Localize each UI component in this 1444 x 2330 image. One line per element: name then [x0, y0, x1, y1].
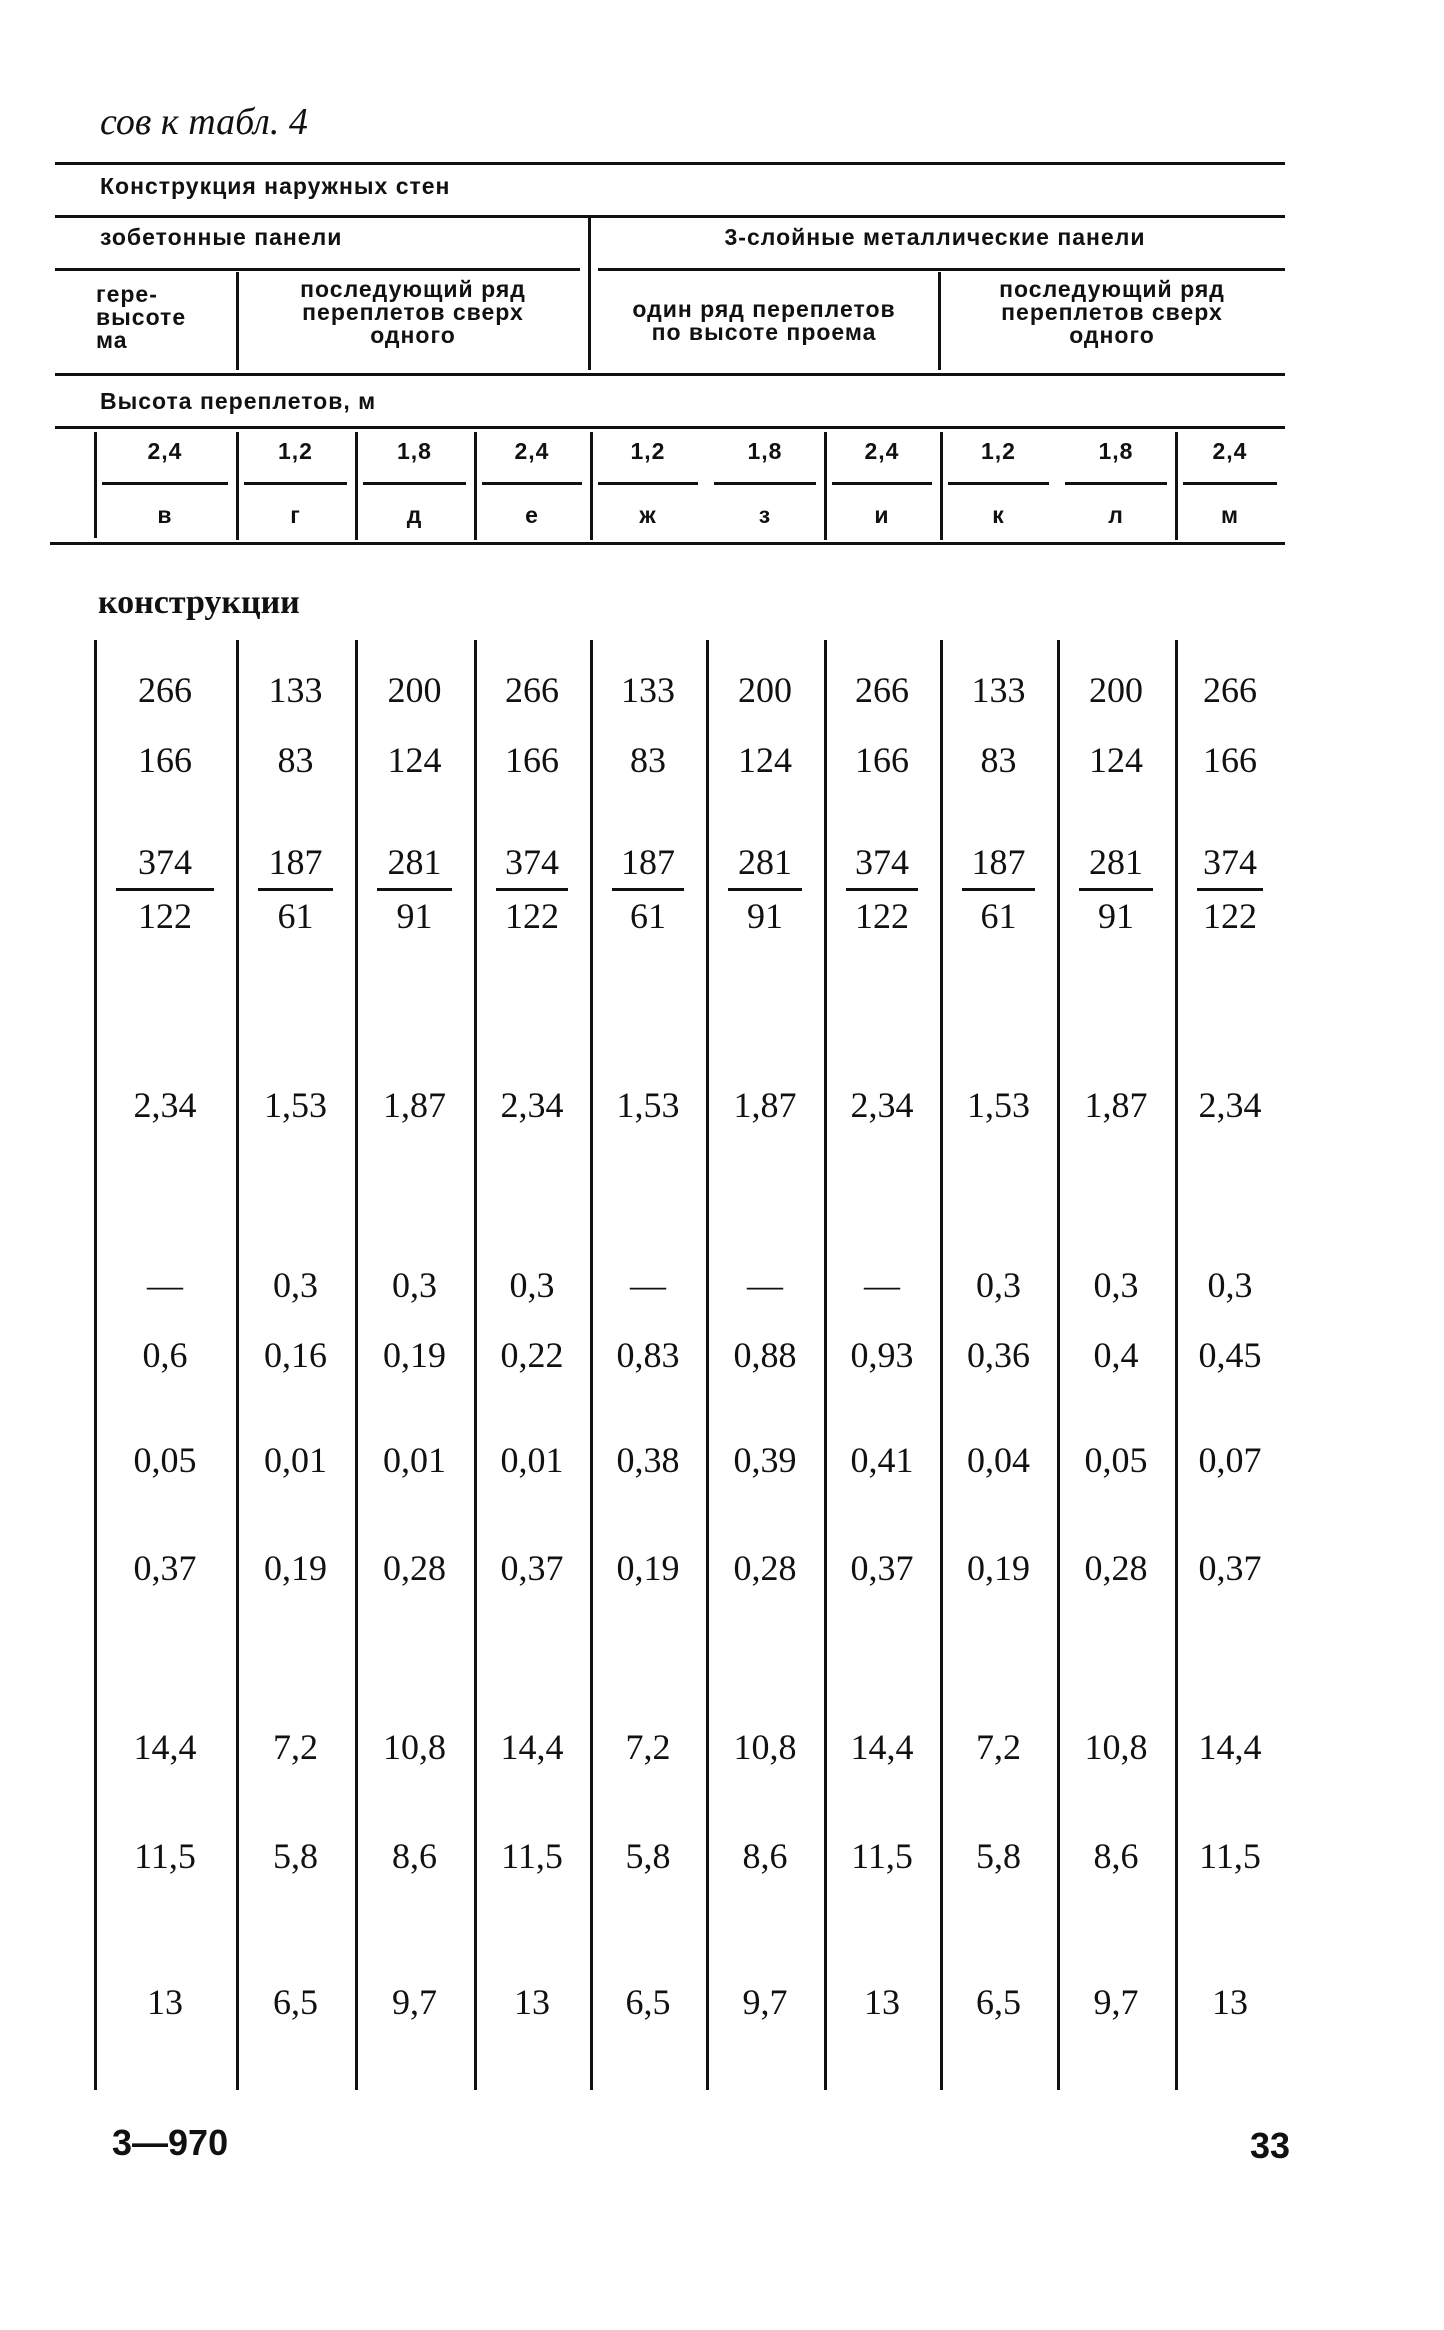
fraction-numerator: 187 [268, 842, 323, 882]
header-column-divider [590, 432, 593, 540]
rule-height [55, 426, 1285, 429]
height-value: 2,4 [1212, 438, 1248, 464]
height-underline [363, 482, 466, 485]
panel-divider [588, 218, 591, 370]
letter-label: з [758, 502, 772, 528]
fraction-denominator: 91 [396, 896, 433, 936]
fraction-denominator: 122 [1203, 896, 1257, 936]
fraction-bar [846, 888, 918, 891]
table-cell-r6: 0,88 [733, 1335, 797, 1375]
header-column-divider [474, 432, 477, 540]
panel-a-title: зобетонные панели [100, 224, 343, 250]
rule-panels-right [598, 268, 1285, 271]
fraction-bar [258, 888, 333, 891]
table-cell-r2: 83 [980, 740, 1017, 780]
top-rule [55, 162, 1285, 165]
header-column-divider [355, 432, 358, 540]
table-cell-r8: 0,28 [383, 1548, 446, 1588]
table-cell-r11: 13 [514, 1982, 550, 2022]
table-cell-r6: 0,83 [616, 1335, 680, 1375]
table-cell-r9: 7,2 [273, 1727, 318, 1767]
letter-label: д [406, 502, 423, 528]
table-cell-r6: 0,22 [500, 1335, 564, 1375]
fraction-denominator: 61 [630, 896, 666, 936]
table-cell-r7: 0,01 [264, 1440, 327, 1480]
fraction-numerator: 374 [855, 842, 909, 882]
table-cell-r7: 0,41 [850, 1440, 914, 1480]
height-underline [102, 482, 228, 485]
table-cell-r11: 6,5 [625, 1982, 671, 2022]
table-cell-r10: 11,5 [501, 1836, 563, 1876]
fraction-bar [612, 888, 684, 891]
table-cell-r10: 8,6 [392, 1836, 437, 1876]
height-underline [1065, 482, 1167, 485]
rule-group [55, 215, 1285, 218]
letter-label: в [157, 502, 173, 528]
table-cell-r9: 7,2 [976, 1727, 1021, 1767]
table-cell-r9: 14,4 [850, 1727, 914, 1767]
table-cell-r5: — [747, 1265, 783, 1305]
height-value: 1,8 [1098, 438, 1134, 464]
letter-label: г [290, 502, 301, 528]
fraction-denominator: 122 [138, 896, 192, 936]
table-cell-r8: 0,37 [500, 1548, 564, 1588]
fraction-numerator: 281 [738, 842, 792, 882]
table-cell-r7: 0,39 [733, 1440, 797, 1480]
table-cell-r8: 0,37 [133, 1548, 197, 1588]
letter-label: и [874, 502, 890, 528]
fraction-numerator: 374 [1203, 842, 1257, 882]
fraction-bar [962, 888, 1035, 891]
page-number: 33 [1250, 2125, 1291, 2166]
fraction-denominator: 61 [277, 896, 314, 936]
fraction-denominator: 61 [980, 896, 1017, 936]
table-cell-r6: 0,93 [850, 1335, 914, 1375]
rule-sub [55, 373, 1285, 376]
table-cell-r2: 83 [277, 740, 314, 780]
header-column-divider [1175, 432, 1178, 540]
table-cell-r9: 10,8 [383, 1727, 446, 1767]
table-cell-r8: 0,37 [1198, 1548, 1262, 1588]
header-column-divider [824, 432, 827, 540]
table-cell-r11: 13 [1212, 1982, 1248, 2022]
table-cell-r9: 14,4 [1198, 1727, 1262, 1767]
table-cell-r7: 0,04 [967, 1440, 1030, 1480]
height-value: 1,8 [747, 438, 783, 464]
letter-label: л [1108, 502, 1124, 528]
table-cell-r2: 166 [1203, 740, 1257, 780]
header-column-divider [940, 432, 943, 540]
table-cell-r2: 166 [855, 740, 909, 780]
table-cell-r11: 6,5 [273, 1982, 318, 2022]
table-cell-r5: 0,3 [1207, 1265, 1253, 1305]
height-value: 1,2 [630, 438, 666, 464]
sub-divider-a [236, 272, 239, 370]
sub-a2: последующий ряд переплетов сверх одного [300, 276, 526, 348]
fraction-denominator: 122 [855, 896, 909, 936]
panel-b-title: 3-слойные металлические панели [724, 224, 1146, 250]
sub-divider-b [938, 272, 941, 370]
continuation-title: сов к табл. 4 [100, 101, 308, 143]
table-cell-r9: 10,8 [1084, 1727, 1148, 1767]
fraction-numerator: 187 [621, 842, 675, 882]
table-cell-r5: 0,3 [976, 1265, 1021, 1305]
table-cell-r9: 7,2 [625, 1727, 671, 1767]
table-cell-r9: 10,8 [733, 1727, 797, 1767]
table-cell-r4: 1,53 [616, 1085, 680, 1125]
table-cell-r7: 0,01 [383, 1440, 446, 1480]
table-cell-r2: 124 [387, 740, 442, 780]
table-cell-r7: 0,01 [500, 1440, 564, 1480]
header-column-divider [236, 432, 239, 540]
table-cell-r4: 1,87 [733, 1085, 797, 1125]
table-cell-r4: 1,53 [264, 1085, 327, 1125]
letter-label: м [1220, 502, 1239, 528]
letter-label: ж [639, 502, 657, 528]
section-title: конструкции [98, 584, 300, 621]
table-cell-r11: 13 [147, 1982, 183, 2022]
table-cell-r5: — [864, 1265, 900, 1305]
table-cell-r4: 1,87 [1084, 1085, 1148, 1125]
table-cell-r6: 0,19 [383, 1335, 446, 1375]
table-cell-r6: 0,4 [1093, 1335, 1139, 1375]
table-cell-r8: 0,28 [1084, 1548, 1148, 1588]
table-cell-r1: 266 [138, 670, 192, 710]
height-underline [244, 482, 347, 485]
table-cell-r11: 9,7 [1093, 1982, 1139, 2022]
table-cell-r6: 0,45 [1198, 1335, 1262, 1375]
table-cell-r10: 11,5 [134, 1836, 196, 1876]
table-cell-r10: 5,8 [625, 1836, 671, 1876]
fraction-bar [728, 888, 802, 891]
letter-label: к [992, 502, 1005, 528]
height-underline [1183, 482, 1277, 485]
height-value: 1,8 [397, 438, 432, 464]
table-cell-r8: 0,37 [850, 1548, 914, 1588]
fraction-numerator: 281 [1089, 842, 1143, 882]
table-cell-r2: 83 [630, 740, 666, 780]
fraction-bar [496, 888, 568, 891]
rule-letters-end [50, 542, 1285, 545]
table-cell-r8: 0,19 [967, 1548, 1030, 1588]
group-title: Конструкция наружных стен [100, 173, 451, 199]
table-cell-r4: 2,34 [500, 1085, 564, 1125]
rule-panels-left [55, 268, 580, 271]
height-underline [948, 482, 1049, 485]
height-value: 1,2 [278, 438, 313, 464]
fraction-denominator: 122 [505, 896, 559, 936]
table-cell-r7: 0,07 [1198, 1440, 1262, 1480]
fraction-numerator: 374 [505, 842, 559, 882]
height-value: 2,4 [514, 438, 550, 464]
height-value: 2,4 [147, 438, 183, 464]
fraction-denominator: 91 [1098, 896, 1134, 936]
table-cell-r2: 124 [738, 740, 792, 780]
table-cell-r11: 9,7 [742, 1982, 788, 2022]
table-cell-r6: 0,36 [967, 1335, 1030, 1375]
table-cell-r9: 14,4 [133, 1727, 197, 1767]
table-cell-r5: — [147, 1265, 183, 1305]
fraction-bar [116, 888, 214, 891]
sub-b2: последующий ряд переплетов сверх одного [999, 276, 1225, 348]
footer-code: 3—970 [112, 2122, 229, 2163]
fraction-denominator: 91 [747, 896, 783, 936]
table-cell-r1: 266 [1203, 670, 1257, 710]
table-cell-r10: 5,8 [976, 1836, 1021, 1876]
table-cell-r1: 200 [738, 670, 792, 710]
table-cell-r5: 0,3 [392, 1265, 437, 1305]
table-cell-r2: 166 [505, 740, 559, 780]
table-cell-r11: 9,7 [392, 1982, 437, 2022]
fraction-numerator: 374 [138, 842, 192, 882]
table-cell-r8: 0,19 [616, 1548, 680, 1588]
table-cell-r1: 266 [505, 670, 559, 710]
fraction-bar [1079, 888, 1153, 891]
sub-b1: один ряд переплетов по высоте проема [632, 296, 896, 345]
height-underline [482, 482, 582, 485]
table-cell-r1: 133 [268, 670, 323, 710]
table-cell-r1: 266 [855, 670, 909, 710]
table-cell-r10: 8,6 [1093, 1836, 1139, 1876]
table-cell-r6: 0,6 [142, 1335, 188, 1375]
table-cell-r9: 14,4 [500, 1727, 564, 1767]
height-underline [714, 482, 816, 485]
table-cell-r10: 8,6 [742, 1836, 788, 1876]
header-column-divider [94, 432, 97, 538]
fraction-numerator: 281 [387, 842, 442, 882]
table-cell-r7: 0,05 [133, 1440, 197, 1480]
table-cell-r1: 133 [971, 670, 1026, 710]
height-value: 1,2 [981, 438, 1016, 464]
table-cell-r7: 0,38 [616, 1440, 680, 1480]
table-cell-r2: 124 [1089, 740, 1143, 780]
table-cell-r7: 0,05 [1084, 1440, 1148, 1480]
height-value: 2,4 [864, 438, 900, 464]
fraction-bar [1197, 888, 1263, 891]
table-cell-r4: 1,87 [383, 1085, 446, 1125]
sub-a1: гере- высоте ма [96, 281, 187, 353]
height-underline [832, 482, 932, 485]
table-cell-r5: 0,3 [509, 1265, 555, 1305]
table-cell-r1: 200 [387, 670, 442, 710]
table-cell-r8: 0,19 [264, 1548, 327, 1588]
table-cell-r5: 0,3 [1093, 1265, 1139, 1305]
table-cell-r10: 11,5 [1199, 1836, 1261, 1876]
table-cell-r1: 133 [621, 670, 675, 710]
table-cell-r4: 2,34 [133, 1085, 197, 1125]
table-cell-r5: 0,3 [273, 1265, 318, 1305]
height-underline [598, 482, 698, 485]
table-cell-r11: 13 [864, 1982, 900, 2022]
height-label: Высота переплетов, м [100, 388, 377, 414]
table-cell-r10: 11,5 [851, 1836, 913, 1876]
table-cell-r10: 5,8 [273, 1836, 318, 1876]
table-cell-r2: 166 [138, 740, 192, 780]
table-cell-r6: 0,16 [264, 1335, 327, 1375]
table-cell-r4: 2,34 [850, 1085, 914, 1125]
table-cell-r4: 2,34 [1198, 1085, 1262, 1125]
letter-label: е [525, 502, 539, 528]
fraction-bar [377, 888, 452, 891]
table-cell-r11: 6,5 [976, 1982, 1021, 2022]
table-cell-r8: 0,28 [733, 1548, 797, 1588]
table-cell-r4: 1,53 [967, 1085, 1030, 1125]
table-cell-r1: 200 [1089, 670, 1143, 710]
fraction-numerator: 187 [971, 842, 1026, 882]
table-cell-r5: — [630, 1265, 666, 1305]
